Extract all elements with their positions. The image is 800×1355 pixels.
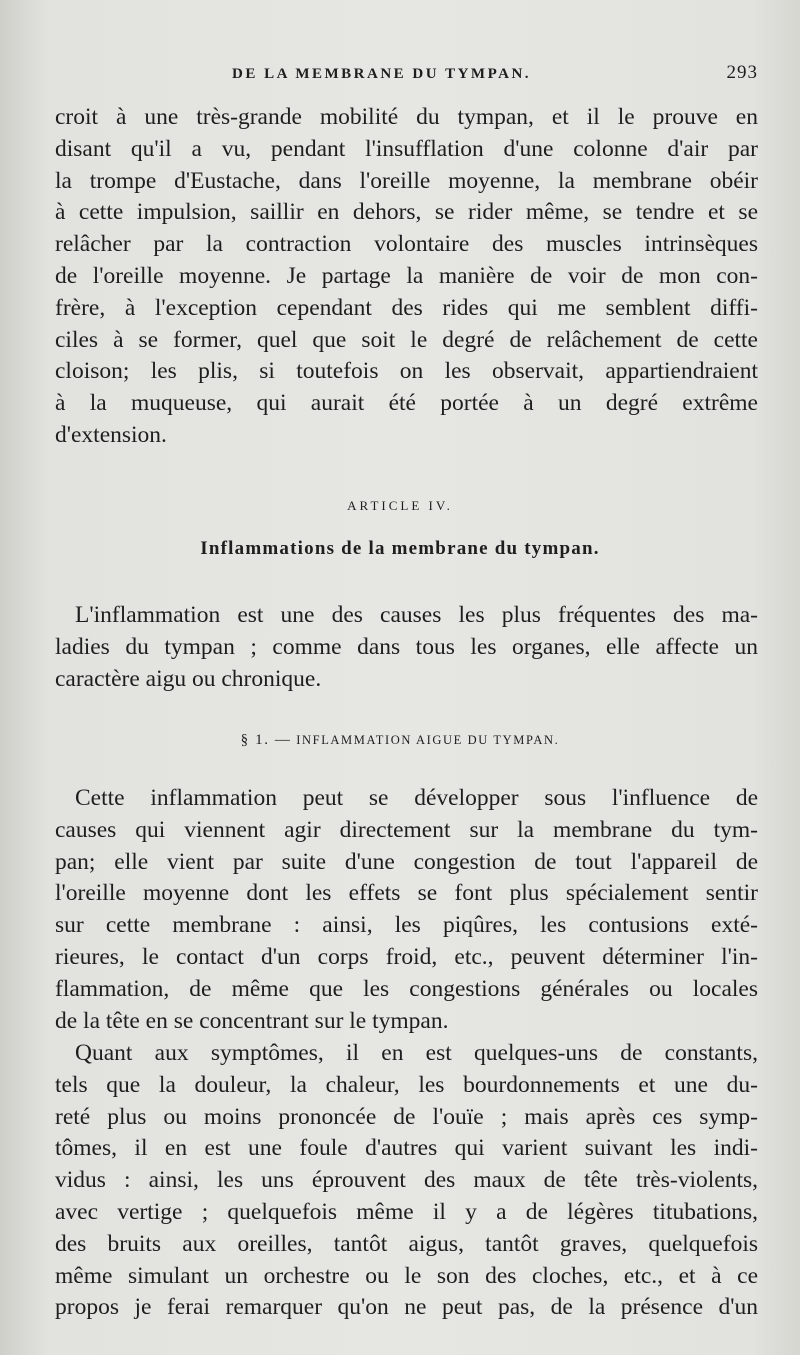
text-line: ladies du tympan ; comme dans tous les organes, elle affecte un: [55, 633, 758, 660]
running-title: DE LA MEMBRANE DU TYMPAN.: [232, 66, 532, 82]
text-line: Cette inflammation peut se développer sous l'influence de: [75, 785, 758, 811]
text-line: l'oreille moyenne dont les effets se font plus spécialement sentir: [55, 880, 758, 907]
text-line: cloison; les plis, si toutefois on les observait, appartiendraient: [55, 358, 758, 385]
paragraph-causes: [55, 783, 758, 1037]
text-line: tels que la douleur, la chaleur, les bourdonnements et une du-: [55, 1071, 758, 1098]
article-title: Inflammations de la membrane du tympan.: [200, 538, 600, 559]
text-line: avec vertige ; quelquefois même il y a de légères titubations,: [55, 1198, 758, 1225]
section-heading: [0, 732, 800, 749]
text-line: reté plus ou moins prononcée de l'ouïe ; mais après ces symp-: [55, 1103, 758, 1130]
text-line: frère, à l'exception cependant des rides qui me semblent diffi-: [55, 294, 758, 321]
text-line: disant qu'il a vu, pendant l'insufflation d'une colonne d'air par: [55, 135, 758, 162]
text-line: à cette impulsion, saillir en dehors, se rider même, se tendre et se: [55, 199, 758, 226]
text-line: pan; elle vient par suite d'une congestion de tout l'appareil de: [55, 848, 758, 875]
running-header: [0, 60, 800, 92]
paragraph-continued: [55, 102, 758, 452]
text-line: la trompe d'Eustache, dans l'oreille moyenne, la membrane obéir: [55, 167, 758, 194]
text-line: L'inflammation est une des causes les plus fréquentes des ma-: [75, 602, 758, 628]
text-line: ciles à se former, quel que soit le degré de relâchement de cette: [55, 326, 758, 353]
text-line: sur cette membrane : ainsi, les piqûres, les contusions exté-: [55, 912, 758, 939]
text-line: d'extension.: [55, 421, 167, 448]
text-line: causes qui viennent agir directement sur la membrane du tym-: [55, 816, 758, 843]
text-line: Quant aux symptômes, il en est quelques-uns de constants,: [75, 1040, 758, 1066]
text-line: propos je ferai remarquer qu'on ne peut pas, de la présence d'un: [55, 1294, 758, 1321]
text-line: même simulant un orchestre ou le son des cloches, etc., et à ce: [55, 1262, 758, 1289]
text-line: caractère aigu ou chronique.: [55, 665, 322, 692]
text-line: flammation, de même que les congestions générales ou locales: [55, 975, 758, 1002]
text-line: à la muqueuse, qui aurait été portée à un degré extrême: [55, 390, 758, 417]
text-line: rieures, le contact d'un corps froid, etc., peuvent déterminer l'in-: [55, 943, 758, 970]
paragraph-symptoms: [55, 1038, 758, 1324]
text-line: croit à une très-grande mobilité du tympan, et il le prouve en: [55, 104, 758, 130]
text-line: vidus : ainsi, les uns éprouvent des maux de tête très-violents,: [55, 1167, 758, 1194]
text-line: tômes, il en est une foule d'autres qui varient suivant les indi-: [55, 1135, 758, 1162]
section-symbol: § 1. —: [240, 732, 292, 748]
text-line: de la tête en se concentrant sur le tympan.: [55, 1007, 449, 1034]
text-line: des bruits aux oreilles, tantôt aigus, tantôt graves, quelquefois: [55, 1230, 758, 1257]
article-label: ARTICLE IV.: [347, 498, 453, 513]
page-number: 293: [726, 62, 758, 83]
paragraph-intro: [55, 600, 758, 695]
text-line: relâcher par la contraction volontaire des muscles intrinsèques: [55, 231, 758, 258]
text-line: de l'oreille moyenne. Je partage la manière de voir de mon con-: [55, 262, 758, 289]
section-title: INFLAMMATION AIGUE DU TYMPAN.: [296, 733, 560, 747]
